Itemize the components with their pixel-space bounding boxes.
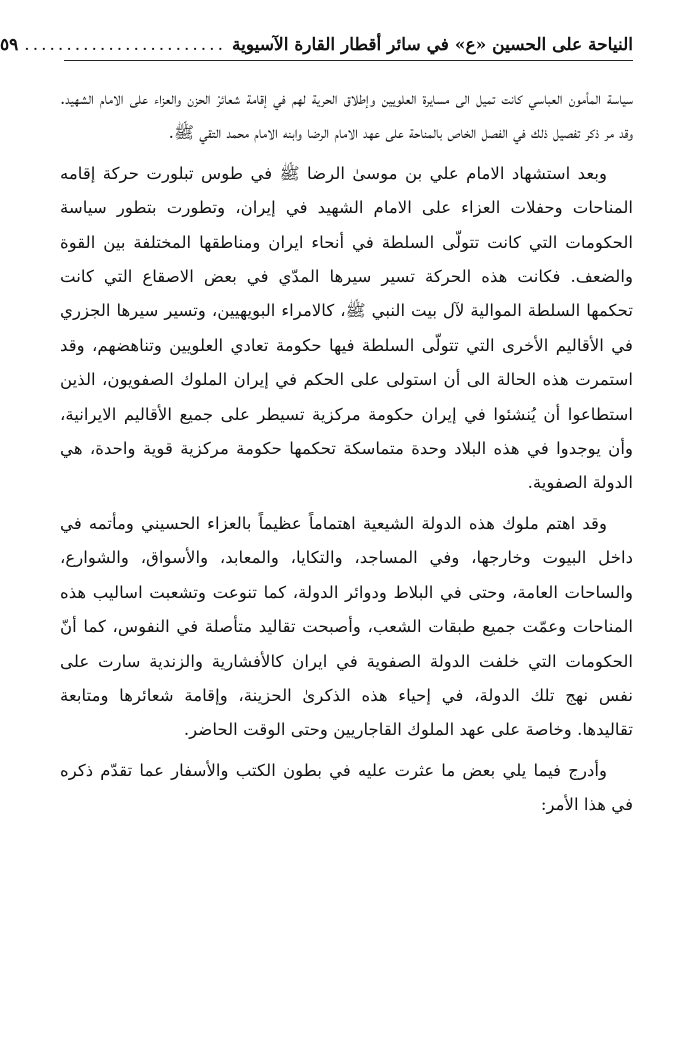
paragraph: وقد اهتم ملوك هذه الدولة الشيعية اهتماماً عظيماً بالعزاء الحسيني ومأتمه في داخل البيوت وخارجها، وفي المساجد، والتكايا، والمعابد، والأسواق، والشوارع، والساحات العامة، وحتى في البلاط ودوائر الدولة، كما تنوعت وتشعبت اساليب هذه المناحات وعمّت جميع طبقات الشعب، وأصبحت تقاليد متأصلة في النفوس، كما أنّ الحكومات التي خلفت الدولة الصفوية في ايران كالأفشارية والزندية سارت على نفس نهج تلك الدولة، في إحياء هذه الذكرىٰ الحزينة، وإقامة شعائرها ومتابعة تقاليدها. وخاصة على عهد الملوك القاجاريين وحتى الوقت الحاضر. [60,513,633,740]
paragraph: وأدرج فيما يلي بعض ما عثرت عليه في بطون الكتب والأسفار عما تقدّم ذكره في هذا الأمر: [60,760,633,815]
paragraph-continuation: سياسة المأمون العباسي كانت تميل الى مسايرة العلويين وإطلاق الحرية لهم في إقامة شعائرْ الحزن والعزاء على الامام الشهيد. وقد مر ذكر تفصيل ذلك في الفصل الخاص بالمناحة على عهد الامام الرضا وابنه الامام محمد التقي ﷺ. [60,89,633,143]
paragraph: وبعد استشهاد الامام علي بن موسىٰ الرضا ﷺ في طوس تبلورت حركة إقامه المناحات وحفلات العزاء على الامام الشهيد في إيران، وتطورت بتطور سياسة الحكومات التي كانت تتولّى السلطة في أنحاء ايران ومناطقها المختلفة بين القوة والضعف. فكانت هذه الحركة تسير سيرها المدّي في بعض الاصقاع التي كانت تحكمها السلطة الموالية لآل بيت النبي ﷺ، كالامراء البويهيين، وتسير سيرها الجزري في الأقاليم الأخرى التي تتولّى السلطة فيها حكومة تعادي العلويين وتناهضهم، وقد استمرت هذه الحالة الى أن استولى على الحكم في إيران الملوك الصفويون، الذين استطاعوا أن يُنشئوا في إيران حكومة مركزية تسيطر على جميع الأقاليم الايرانية، وأن يوجدوا في هذه البلاد وحدة متماسكة تحكمها حكومة مركزية قوية واحدة، هي الدولة الصفوية. [60,163,633,493]
running-header [0,30,633,61]
page-number: ٥٩ [0,35,19,55]
header-title: النياحة على الحسين «ع» في سائر أقطار القارة الآسيوية [232,35,633,55]
body-text [60,82,633,823]
header-leader-dots: ........................ [24,35,226,55]
